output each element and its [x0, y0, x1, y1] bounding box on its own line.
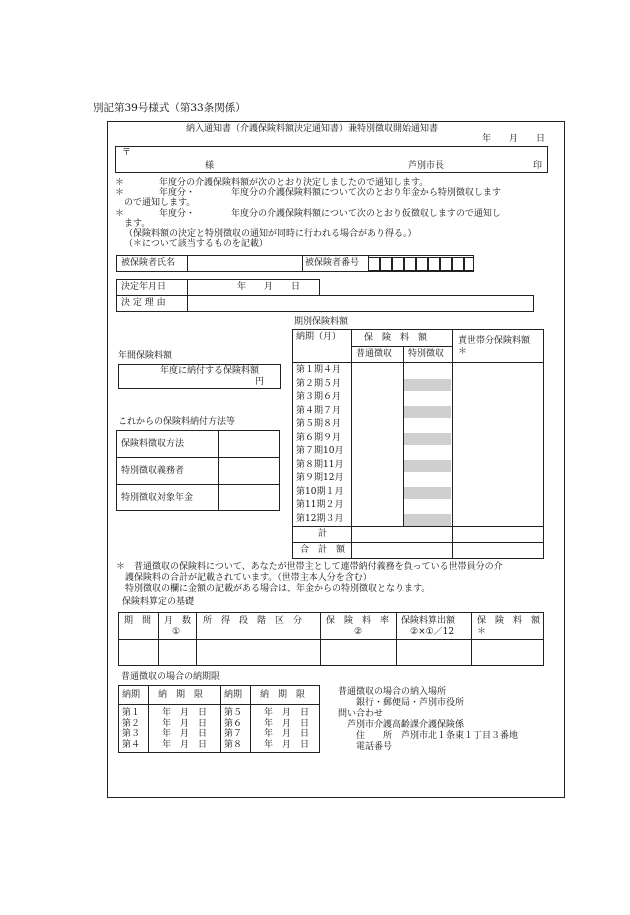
total-subtotal: 計 [318, 529, 328, 539]
deadline-period-label: 第７ [224, 729, 243, 739]
basis-col-rate-mark: ② [354, 627, 363, 637]
payment-place: 銀行・郵便局・芦別市役所 [338, 698, 465, 708]
annual-label: 年度に納付する保険料額 [160, 366, 260, 376]
number-cell [368, 257, 380, 271]
deadline-date-blank: 年 月 日 [162, 718, 208, 729]
footnote-line-1: ＊ 普通徴収の保険料について、あなたが世帯主として連帯納付義務を負っている世帯員分の介 [116, 562, 503, 572]
deadline-date-blank: 年 月 日 [264, 708, 310, 718]
form-reference: 別記第39号様式（第33条関係） [93, 102, 246, 114]
form-title: 納入通知書（介護保険料額決定通知書）兼特別徴収開始通知書 [186, 124, 439, 134]
basis-col-period: 期 間 [124, 616, 152, 626]
period-row-label: 第12期３月 [296, 513, 344, 524]
col-amount: 保 険 料 額 [364, 333, 428, 343]
deadline-period-label: 第１ [122, 708, 141, 718]
mayor-title: 芦別市長 [408, 161, 445, 171]
deadline-date-blank: 年 月 日 [264, 729, 310, 739]
special-shaded-cell [404, 514, 451, 526]
period-heading: 期別保険料額 [294, 317, 349, 327]
deadline-col-period-2: 納期 [224, 690, 243, 700]
period-row-label: 第５期８月 [296, 419, 342, 429]
recipient-box [115, 146, 548, 173]
basis-col-calc: 保険料算出額 [401, 616, 456, 626]
basis-col-months-mark: ① [172, 627, 181, 637]
issue-date: 年 月 日 [482, 134, 546, 144]
insured-name-label: 被保険者氏名 [121, 258, 176, 268]
annual-heading: 年間保険料額 [118, 351, 173, 361]
deadline-period-label: 第３ [122, 729, 141, 739]
contact-office: 芦別市介護高齢課介護保険係 [338, 720, 465, 730]
period-row-label: 第９期12月 [296, 473, 344, 483]
deadline-period-label: 第２ [122, 718, 141, 729]
method-row-2: 特別徴収義務者 [121, 466, 185, 476]
period-row-label: 第６期９月 [296, 432, 342, 443]
period-row-label: 第７期10月 [296, 446, 344, 456]
footnote-line-3: 特別徴収の欄に金額の記載がある場合は、年金からの特別徴収となります。 [116, 584, 431, 594]
deadline-period-label: 第５ [224, 708, 243, 718]
special-shaded-cell [404, 487, 451, 499]
number-cell [452, 257, 464, 271]
deadline-date-blank: 年 月 日 [162, 729, 208, 739]
period-row-label: 第２期５月 [296, 378, 342, 389]
deadline-period-label: 第６ [224, 718, 243, 729]
notice-simultaneous: （保険料額の決定と特別徴収の通知が同時に行われる場合があり得る。） [124, 229, 417, 239]
basis-col-months: 月 数 [164, 616, 192, 626]
recipient-sama: 様 [205, 161, 215, 171]
deadline-period-label: 第８ [224, 739, 243, 750]
deadline-date-blank: 年 月 日 [264, 718, 310, 729]
decision-reason-label: 決 定 理 由 [121, 298, 166, 308]
deadline-col-period: 納期 [122, 690, 141, 700]
contact-heading: 問い合わせ [338, 709, 384, 719]
number-cell [440, 257, 452, 271]
number-cell [404, 257, 416, 271]
decision-date-value: 年 月 日 [237, 282, 301, 292]
notice-1-mark: ＊ [115, 178, 125, 188]
period-row-label: 第１期４月 [296, 365, 342, 375]
notice-instruction: （＊について該当するものを記載） [124, 239, 268, 249]
notice-3-mark: ＊ [115, 209, 125, 219]
special-shaded-cell [404, 379, 451, 391]
basis-col-premium-mark: ＊ [477, 627, 487, 637]
special-shaded-cell [404, 406, 451, 418]
number-cell [428, 257, 440, 271]
period-row-label: 第８期11月 [296, 459, 344, 470]
total-grand: 合 計 額 [300, 545, 346, 555]
annual-unit: 円 [255, 377, 265, 387]
contact-address: 住 所 芦別市北１条東１丁目３番地 [338, 731, 519, 741]
number-cell [464, 257, 474, 271]
payment-place-heading: 普通徴収の場合の納入場所 [338, 687, 447, 697]
postal-mark: 〒 [122, 148, 132, 158]
col-household: 責世帯分保険料額 [458, 336, 531, 346]
basis-col-rate: 保 険 料 率 [326, 616, 390, 626]
notice-2: 年度分・ 年度分の介護保険料額について次のとおり年金から特別徴収します [132, 188, 501, 198]
insured-number-label: 被保険者番号 [305, 258, 360, 268]
basis-heading: 保険料算定の基礎 [122, 597, 195, 607]
col-ordinary: 普通徴収 [356, 349, 393, 359]
number-cell [380, 257, 392, 271]
notice-2-mark: ＊ [115, 188, 125, 198]
contact-phone: 電話番号 [338, 742, 393, 752]
notice-3: 年度分・ 年度分の介護保険料額について次のとおり仮徴収しますので通知し [132, 209, 501, 219]
special-shaded-cell [404, 433, 451, 445]
deadline-date-blank: 年 月 日 [162, 739, 208, 750]
period-row-label: 第10期１月 [296, 486, 344, 497]
deadline-col-date-2: 納 期 限 [260, 690, 306, 700]
deadline-heading: 普通徴収の場合の納期限 [121, 672, 221, 682]
basis-col-premium: 保 険 料 額 [477, 616, 541, 626]
period-row-label: 第４期７月 [296, 405, 342, 416]
decision-reason-row [116, 295, 534, 312]
deadline-col-date: 納 期 限 [158, 690, 204, 700]
special-shaded-cell [404, 460, 451, 472]
basis-col-calc-formula: ②×①／12 [410, 627, 455, 637]
deadline-date-blank: 年 月 日 [264, 739, 310, 750]
method-row-3: 特別徴収対象年金 [121, 493, 194, 503]
notice-2-cont: ので通知します。 [124, 198, 196, 208]
col-special: 特別徴収 [408, 349, 445, 359]
deadline-date-blank: 年 月 日 [162, 708, 208, 718]
basis-col-income: 所 得 段 階 区 分 [203, 616, 303, 626]
deadline-period-label: 第４ [122, 739, 141, 750]
notice-3-cont: ます。 [124, 219, 151, 229]
period-row-label: 第３期６月 [296, 392, 342, 402]
footnote-line-2: 護保険料の合計が記載されています。（世帯主本人分を含む） [116, 573, 372, 583]
col-period: 納期（月） [296, 332, 342, 342]
household-mark: ＊ [458, 347, 468, 357]
notice-1: 年度分の介護保険料額が次のとおり決定しましたので通知します。 [132, 178, 429, 188]
seal-mark: 印 [533, 161, 543, 171]
number-cell [392, 257, 404, 271]
decision-date-label: 決定年月日 [121, 282, 167, 292]
number-cell [416, 257, 428, 271]
method-row-1: 保険料徴収方法 [121, 439, 185, 449]
period-row-label: 第11期２月 [296, 500, 344, 510]
method-heading: これからの保険料納付方法等 [118, 417, 236, 427]
